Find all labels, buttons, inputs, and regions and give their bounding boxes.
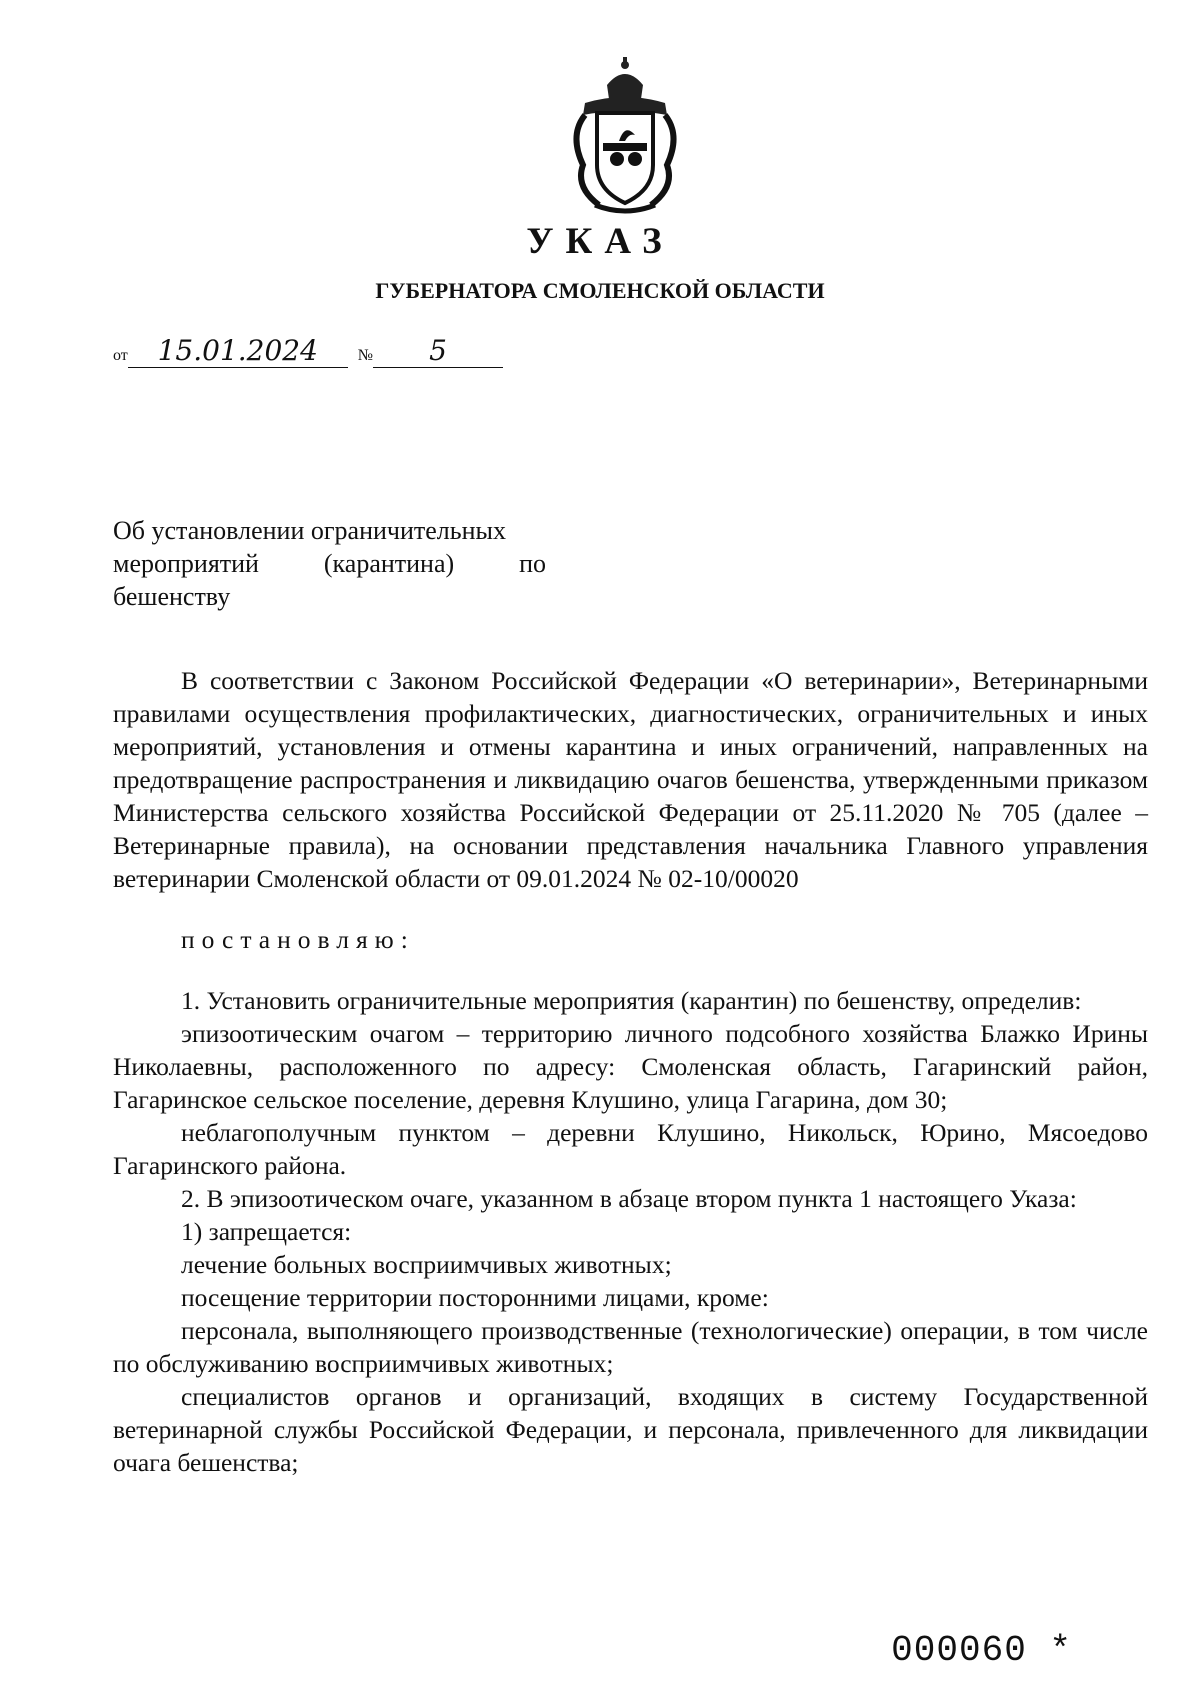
subject-word: мероприятий (113, 549, 259, 578)
serial-number: 000060 * (891, 1630, 1072, 1671)
paragraph-2-1-c: персонала, выполняющего производственные (технологические) операции, в том числе по обслуживанию восприимчивых животных; (113, 1316, 1148, 1378)
paragraph-2: 2. В эпизоотическом очаге, указанном в абзаце втором пункта 1 настоящего Указа: (181, 1184, 1077, 1213)
paragraph-1-focus: эпизоотическим очагом – территорию личного подсобного хозяйства Блажко Ирины Николаевны, расположенного по адресу: Смоленская область, Гагаринский район, Гагаринское сельское поселение, деревня Клушино, улица Гагарина, дом 30; (113, 1019, 1148, 1114)
paragraph-2-1-d: специалистов органов и организаций, входящих в систему Государственной ветеринарной службы Российской Федерации, и персонала, привлеченного для ликвидации очага бешенства; (113, 1382, 1148, 1477)
subject-line-3: бешенству (113, 582, 231, 611)
document-title: УКАЗ (526, 221, 674, 262)
decree-word: постановляю: (181, 925, 415, 954)
paragraph-1: 1. Установить ограничительные мероприятия (карантин) по бешенству, определив: (181, 986, 1082, 1015)
paragraph-1-unsafe-point: неблагополучным пунктом – деревни Клушино, Никольск, Юрино, Мясоедово Гагаринского района. (113, 1118, 1148, 1180)
preamble-paragraph: В соответствии с Законом Российской Федерации «О ветеринарии», Ветеринарными правилами осуществления профилактических, диагностических, ограничительных и иных мероприятий, установления и отмены карантина и иных ограничений, направленных на предотвращение распространения и ликвидацию очагов бешенства, утвержденными приказом Министерства сельского хозяйства Российской Федерации от 25.11.2020 № 705 (далее – Ветеринарные правила), на основании представления начальника Главного управления ветеринарии Смоленской области от 09.01.2024 № 02-10/00020 (113, 666, 1148, 893)
date-from-label: от (113, 347, 128, 364)
smolensk-coat-of-arms-emblem (555, 55, 695, 215)
number-label: № (357, 347, 374, 364)
paragraph-2-1-a: лечение больных восприимчивых животных; (181, 1250, 672, 1279)
document-issuer: ГУБЕРНАТОРА СМОЛЕНСКОЙ ОБЛАСТИ (375, 278, 825, 303)
handwritten-date: 15.01.2024 (157, 334, 318, 367)
number-field (373, 334, 503, 368)
paragraph-2-1: 1) запрещается: (181, 1217, 352, 1246)
handwritten-number: 5 (429, 334, 447, 367)
subject-word: (карантина) (323, 549, 455, 578)
document-subject (113, 514, 546, 613)
subject-word: по (519, 549, 546, 578)
subject-line-1: Об установлении ограничительных (113, 516, 507, 545)
paragraph-2-1-b: посещение территории посторонними лицами, кроме: (181, 1283, 769, 1312)
dateline (113, 334, 503, 368)
date-field (128, 334, 348, 368)
subject-line-2 (113, 547, 546, 580)
document-body (113, 664, 1148, 1479)
